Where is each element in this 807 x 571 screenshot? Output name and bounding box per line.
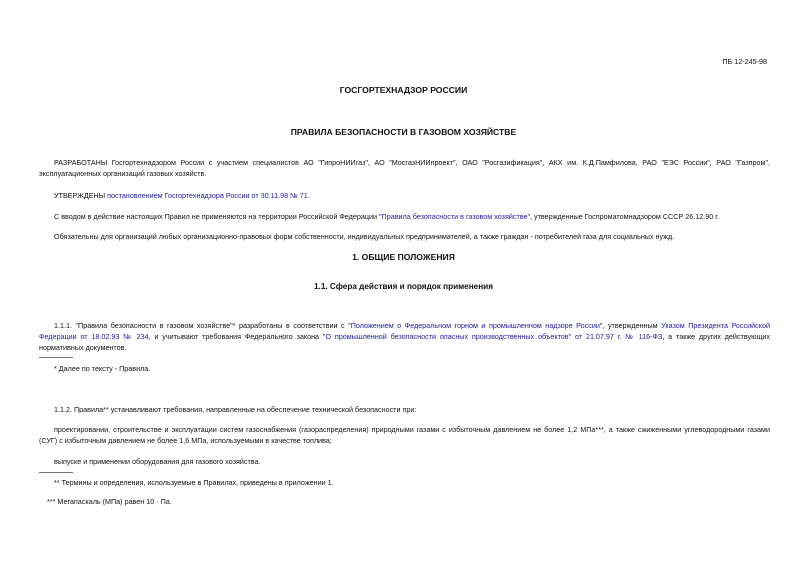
p111-text-2: ", утвержденным	[599, 321, 662, 330]
subsection-heading: 1.1. Сфера действия и порядок применения	[314, 282, 493, 291]
p112-paragraph: 1.1.2. Правила** устанавливают требования, направленные на обеспечение технической безопасности при:	[54, 405, 417, 414]
footnote-megapascal: *** Мегапаскаль (МПа) равен 10 · Па.	[47, 497, 172, 506]
design-line-1: проектировании, строительстве и эксплуатации систем газоснабжения (газораспределения) природными газами с избыточным давлением не более 1,2 МПа***, а также сжиженными углеводородными газами	[54, 425, 770, 434]
old-rules-link[interactable]: Правила безопасности в газовом хозяйстве	[381, 212, 528, 221]
industrial-safety-law-link[interactable]: О промышленной безопасности опасных производственных объектов	[325, 332, 569, 341]
footnote-divider	[39, 357, 73, 358]
intro-suffix: ", утвержденные Госпроматомнадзором СССР 26.12.90 г.	[527, 212, 719, 221]
p111-line-2	[39, 331, 770, 343]
developed-line-1: РАЗРАБОТАНЫ Госгортехнадзором России с участием специалистов АО "ГипроНИИгаз", АО "МосгазНИИпроект", ОАО "Росгазификация", АКХ им. К.Д.Памфилова, РАО "ЕЭС России", РАО "Газпром",	[54, 158, 770, 167]
decree-link-part-1[interactable]: Указом Президента Российской	[661, 321, 770, 330]
footnote-rules: * Далее по тексту - Правила.	[54, 364, 151, 373]
p111-text-3: , и учитывают требования Федерального закона "	[148, 332, 326, 341]
document-code: ПБ 12-245-98	[722, 57, 767, 66]
agency-heading: ГОСГОРТЕХНАДЗОР РОССИИ	[339, 85, 468, 95]
approval-decree-link[interactable]: постановлением Госгортехнадзора России от 30.11.98 № 71	[107, 191, 308, 200]
p111-text-5: , а также других действующих	[662, 332, 770, 341]
approved-suffix: .	[307, 191, 310, 200]
approved-paragraph	[54, 190, 310, 202]
law-date-link[interactable]: " от 21.07.97 г. № 116-ФЗ	[568, 332, 663, 341]
intro-prefix: С вводом в действие настоящих Правил не применяются на территории Российской Федерации "	[54, 212, 382, 221]
equipment-paragraph: выпуске и применении оборудования для газового хозяйства.	[54, 457, 261, 466]
footnote-terms: ** Термины и определения, используемые в Правилах, приведены в приложении 1.	[54, 478, 334, 487]
footnote-divider-2	[39, 472, 73, 473]
regulation-link[interactable]: Положением о Федеральном горном и промышленном надзоре России	[350, 321, 600, 330]
mandatory-paragraph: Обязательны для организаций любых организационно-правовых форм собственности, индивидуальных предпринимателей, а также граждан - потребителей газа для социальных нужд.	[54, 232, 675, 241]
developed-line-2: эксплуатационных организаций газовых хозяйств.	[39, 169, 207, 178]
p111-line-3: нормативных документов.	[39, 343, 127, 352]
p111-text-1: 1.1.1. "Правила безопасности в газовом хозяйстве"* разработаны в соответствии с "	[54, 321, 351, 330]
approved-prefix: УТВЕРЖДЕНЫ	[54, 191, 108, 200]
design-line-2: (СУГ) с избыточным давлением не более 1,6 МПа, используемыми в качестве топлива;	[39, 436, 332, 445]
intro-paragraph	[54, 211, 719, 223]
section-heading: 1. ОБЩИЕ ПОЛОЖЕНИЯ	[352, 252, 455, 262]
decree-link-part-2[interactable]: Федерации от 18.02.93 № 234	[39, 332, 149, 341]
document-title: ПРАВИЛА БЕЗОПАСНОСТИ В ГАЗОВОМ ХОЗЯЙСТВЕ	[290, 127, 517, 137]
